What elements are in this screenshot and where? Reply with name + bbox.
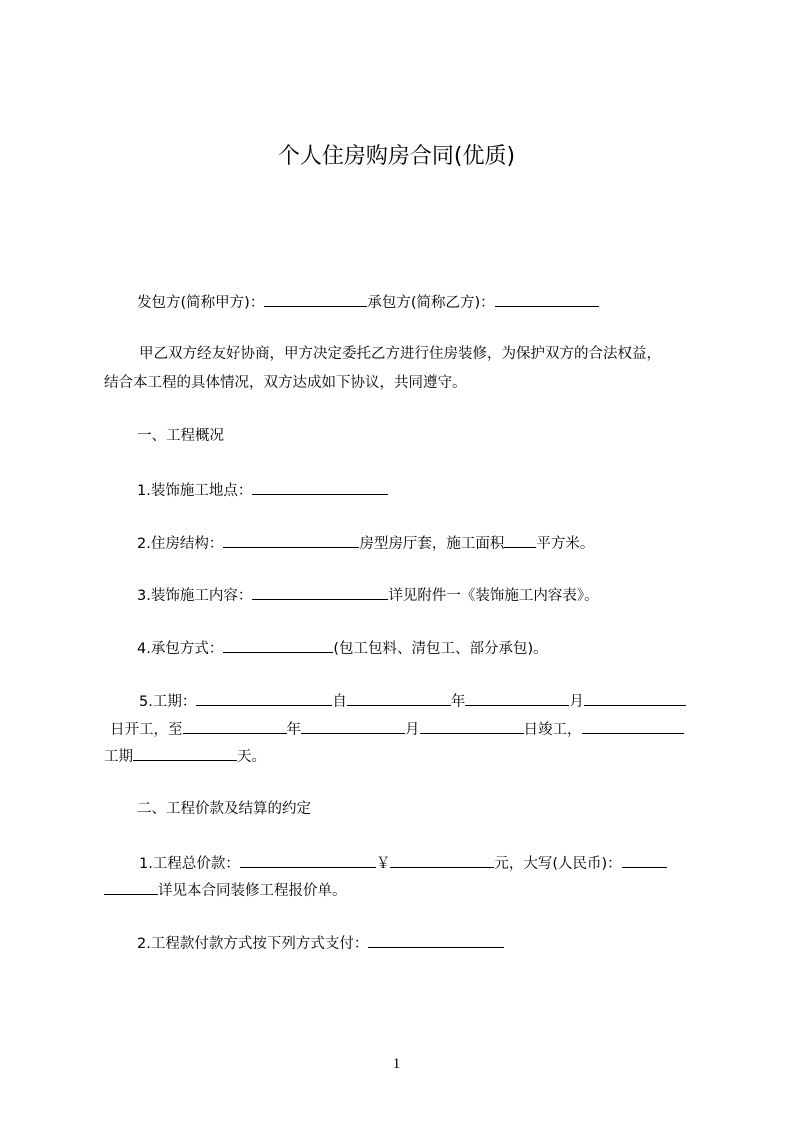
item-1-3 <box>137 584 599 606</box>
item-2-1-text-a: 元，大写(人民币)： <box>494 856 622 872</box>
structure-blank <box>223 532 359 548</box>
item-2-2-label: 2.工程款付款方式按下列方式支付： <box>137 936 369 952</box>
item-2-2 <box>137 932 504 954</box>
duration-blank-1 <box>196 690 332 706</box>
item-1-4 <box>137 637 548 659</box>
item-1-5-label: 5.工期： <box>139 694 197 710</box>
area-blank <box>504 532 536 548</box>
start-day-blank <box>584 690 686 706</box>
yen-symbol: ￥ <box>375 856 391 872</box>
content-blank <box>252 584 388 600</box>
item-1-4-label: 4.承包方式： <box>137 641 224 657</box>
method-blank <box>223 637 333 653</box>
days-blank <box>133 745 237 761</box>
rmb-words-blank-1 <box>622 852 667 868</box>
intro-line-1: 甲乙双方经友好协商，甲方决定委托乙方进行住房装修，为保护双方的合法权益， <box>139 346 661 362</box>
document-title: 个人住房购房合同(优质) <box>277 144 516 169</box>
start-year-blank <box>347 690 451 706</box>
item-2-1-line-2 <box>104 879 347 901</box>
parties-line <box>137 291 599 313</box>
payment-method-blank <box>368 932 504 948</box>
item-2-1-line-1 <box>139 852 667 874</box>
page-number: 1 <box>392 1056 401 1072</box>
word-yue-2: 月 <box>405 722 420 738</box>
party-a-blank <box>264 291 367 307</box>
word-gongqi: 工期 <box>104 749 133 765</box>
intro-line-2: 结合本工程的具体情况，双方达成如下协议，共同遵守。 <box>104 375 467 391</box>
item-1-5-line-2 <box>110 718 684 740</box>
total-price-blank <box>240 852 376 868</box>
section-1-heading: 一、工程概况 <box>137 428 224 444</box>
item-1-2-label: 2.住房结构： <box>137 536 224 552</box>
word-rikaigong: 日开工，至 <box>110 722 183 738</box>
party-b-label: 承包方(简称乙方)： <box>367 295 495 311</box>
section-2-heading: 二、工程价款及结算的约定 <box>137 801 311 817</box>
item-1-4-text: (包工包料、清包工、部分承包)。 <box>333 641 548 657</box>
end-year-blank <box>183 718 287 734</box>
item-1-5-line-3 <box>104 745 266 767</box>
amount-blank <box>390 852 494 868</box>
item-1-2-text-a: 房型房厅套，施工面积 <box>359 536 505 552</box>
word-tian: 天。 <box>237 749 266 765</box>
word-zi: 自 <box>332 694 347 710</box>
word-rijungong: 日竣工， <box>523 722 582 738</box>
party-b-blank <box>495 291 599 307</box>
end-day-blank <box>420 718 524 734</box>
item-1-3-label: 3.装饰施工内容： <box>137 588 253 604</box>
party-a-label: 发包方(简称甲方)： <box>137 295 265 311</box>
item-1-5-line-1 <box>139 690 686 712</box>
item-2-1-label: 1.工程总价款： <box>139 856 240 872</box>
item-1-1-label: 1.装饰施工地点： <box>137 483 253 499</box>
word-nian: 年 <box>450 694 466 710</box>
start-month-blank <box>465 690 569 706</box>
end-extra-blank <box>582 718 684 734</box>
item-2-1-text-b: 详见本合同装修工程报价单。 <box>158 883 347 899</box>
item-1-3-text: 详见附件一《装饰施工内容表》。 <box>388 588 599 604</box>
item-1-2 <box>137 532 594 554</box>
item-1-1 <box>137 479 388 501</box>
end-month-blank <box>301 718 405 734</box>
word-yue: 月 <box>569 694 584 710</box>
word-nian-2: 年 <box>286 722 301 738</box>
rmb-words-blank-2 <box>104 879 158 895</box>
location-blank <box>252 479 388 495</box>
item-1-2-text-b: 平方米。 <box>536 536 595 552</box>
